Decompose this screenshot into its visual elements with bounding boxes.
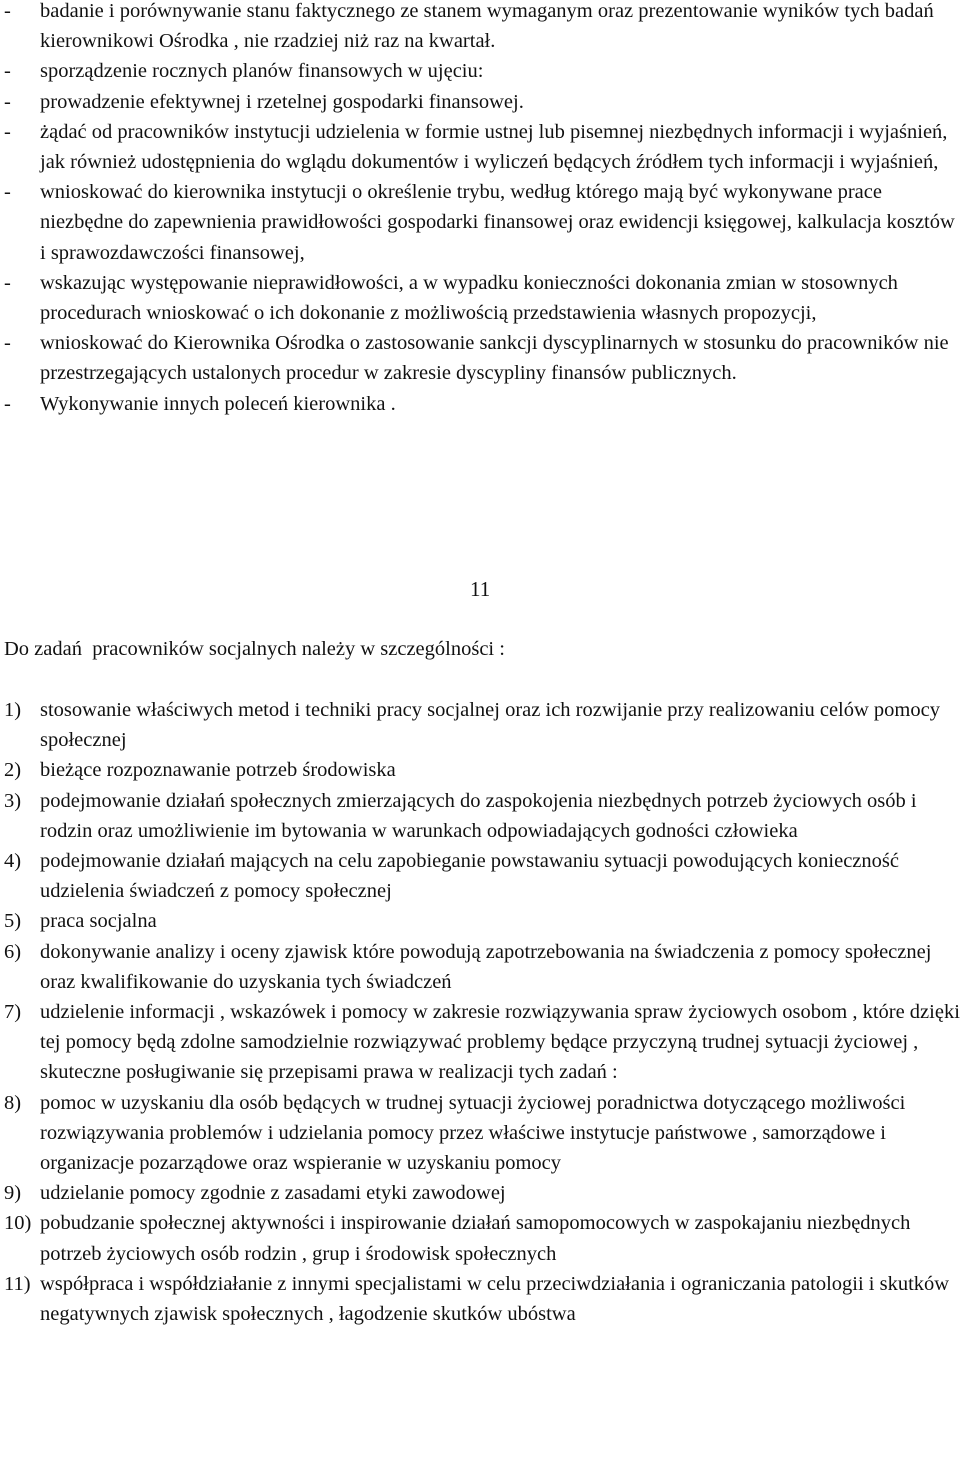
section-heading [458,574,490,604]
list-item [4,1269,960,1329]
list-item [4,117,960,177]
list-marker: - [4,120,11,143]
list-marker: - [4,271,11,294]
list-marker: 11) [4,1272,31,1295]
list-marker: 1) [4,699,22,721]
list-item-text: podejmowanie działań społecznych zmierzających do zaspokojenia niezbędnych potrzeb życiowych osób i rodzin oraz umożliwienie im bytowania w warunkach odpowiadających godności człowieka [40,789,917,842]
list-item [4,997,960,1088]
list-item [4,1178,960,1208]
list-item-text: wnioskować do Kierownika Ośrodka o zastosowanie sankcji dyscyplinarnych w stosunku do pracowników nie przestrzegających ustalonych procedur w zakresie dyscypliny finansów publicznych. [40,332,949,385]
list-item-text: pomoc w uzyskaniu dla osób będących w trudnej sytuacji życiowej poradnictwa dotyczącego możliwości rozwiązywania problemów i udzielania pomocy przez właściwe instytucje państwowe , samorządowe i organizacje pozarządowe oraz wspieranie w uzyskaniu pomocy [40,1091,906,1175]
list-item [4,0,960,56]
list-item [4,389,960,419]
list-item [4,755,960,785]
list-item-text: udzielanie pomocy zgodnie z zasadami etyki zawodowej [40,1182,506,1205]
list-marker: - [4,332,11,355]
list-item-text: praca socjalna [40,910,157,933]
list-marker: 10) [4,1212,32,1235]
list-marker: 8) [4,1091,22,1114]
list-item [4,268,960,328]
list-item-text: Wykonywanie innych poleceń kierownika . [40,392,396,415]
list-marker: 5) [4,910,22,933]
list-marker: 7) [4,1001,22,1024]
list-marker: 3) [4,789,22,812]
list-marker: - [4,60,11,83]
list-item-text: bieżące rozpoznawanie potrzeb środowiska [40,759,396,782]
list-item [4,906,960,936]
list-item [4,56,960,86]
list-marker: - [4,181,11,204]
list-marker: 2) [4,759,22,782]
list-marker: 4) [4,850,22,873]
list-item-text: pobudzanie społecznej aktywności i inspirowanie działań samopomocowych w zaspokajaniu niezbędnych potrzeb życiowych osób rodzin , grup i środowisk społecznych [40,1212,911,1265]
duties-dash-list [4,0,960,419]
list-item-text: stosowanie właściwych metod i techniki pracy socjalnej oraz ich rozwijanie przy realizowaniu celów pomocy społecznej [40,699,940,752]
social-worker-duties-list [4,695,960,1329]
list-item-text: udzielenie informacji , wskazówek i pomocy w zakresie rozwiązywania spraw życiowych osobom , które dzięki tej pomocy będą zdolne samodzielnie rozwiązywać problemy będące przyczyną trudnej sytuacji życiowej , skuteczne posługiwanie się przepisami prawa w realizacji tych zadań : [40,1001,960,1084]
list-item [4,87,960,117]
list-item-text: podejmowanie działań mających na celu zapobieganie powstawaniu sytuacji powodujących konieczność udzielenia świadczeń z pomocy społecznej [40,850,899,903]
list-item-text: sporządzenie rocznych planów finansowych w ujęciu: [40,60,484,83]
list-item-text: badanie i porównywanie stanu faktycznego ze stanem wymaganym oraz prezentowanie wyników tych badań kierownikowi Ośrodka , nie rzadziej niż raz na kwartał. [40,0,934,53]
list-item-text: dokonywanie analizy i oceny zjawisk które powodują zapotrzebowania na świadczenia z pomocy społecznej oraz kwalifikowanie do uzyskania tych świadczeń [40,940,932,993]
list-marker: - [4,392,11,415]
list-item [4,695,960,755]
list-item [4,937,960,997]
list-marker: 9) [4,1182,22,1205]
intro-paragraph: Do zadań pracowników socjalnych należy w szczególności : [4,638,505,660]
list-marker: - [4,90,11,113]
list-item [4,328,960,388]
list-item [4,1088,960,1179]
section-number: 11 [470,577,491,601]
list-item [4,177,960,268]
list-item [4,1208,960,1268]
list-marker: - [4,0,11,22]
list-item [4,846,960,906]
list-item-text: współpraca i współdziałanie z innymi specjalistami w celu przeciwdziałania i ograniczania patologii i skutków negatywnych zjawisk społecznych , łagodzenie skutków ubóstwa [40,1272,950,1326]
list-item-text: wnioskować do kierownika instytucji o określenie trybu, według którego mają być wykonywane prace niezbędne do zapewnienia prawidłowości gospodarki finansowej oraz ewidencji księgowej, kalkulacja kosztów i sprawozdawczości finansowej, [40,181,955,264]
list-item-text: prowadzenie efektywnej i rzetelnej gospodarki finansowej. [40,90,524,113]
list-item-text: wskazując występowanie nieprawidłowości, a w wypadku konieczności dokonania zmian w stosownych procedurach wnioskować o ich dokonanie z możliwością przedstawienia własnych propozycji, [40,271,898,325]
list-item-text: żądać od pracowników instytucji udzielenia w formie ustnej lub pisemnej niezbędnych informacji i wyjaśnień, jak również udostępnienia do wglądu dokumentów i wyliczeń będących źródłem tych informacji i wyjaśnień, [40,120,948,174]
list-marker: 6) [4,940,22,963]
list-item [4,786,960,846]
